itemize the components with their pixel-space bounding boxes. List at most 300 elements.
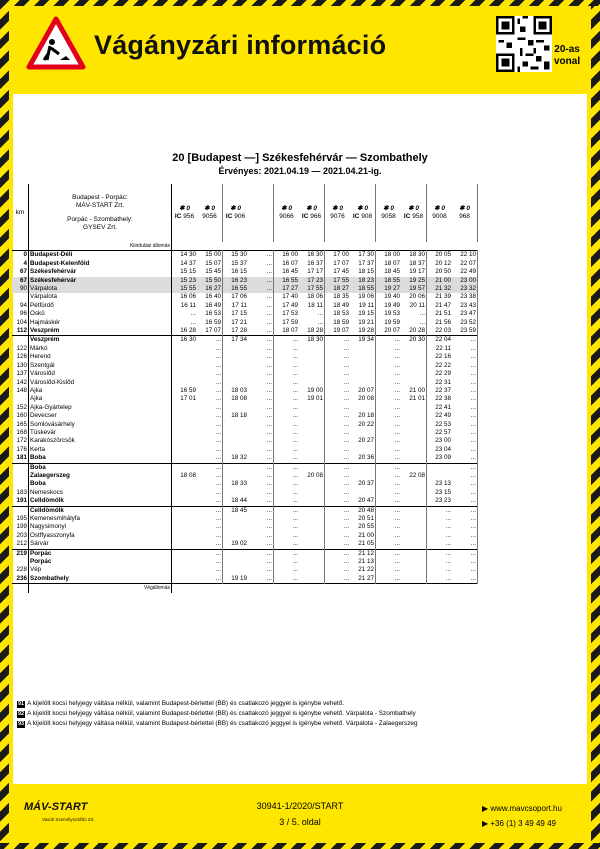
- km-cell: 191: [12, 497, 29, 506]
- service-row: [12, 242, 478, 251]
- station-name: Városlőd: [29, 370, 172, 378]
- station-name: Pétfürdő: [29, 302, 172, 310]
- table-row: [12, 319, 478, 327]
- time-cell: ...: [197, 480, 223, 488]
- time-cell: [299, 480, 325, 488]
- time-cell: ...: [452, 421, 478, 429]
- time-cell: [223, 558, 249, 566]
- time-cell: 18 37: [401, 260, 427, 268]
- time-cell: ...: [394, 488, 400, 496]
- time-cell: 17 53: [282, 310, 298, 318]
- time-cell: ...: [248, 532, 274, 540]
- km-cell: 0: [12, 251, 29, 260]
- time-cell: ...: [248, 353, 274, 361]
- km-cell: [12, 293, 29, 301]
- time-cell: ...: [248, 575, 274, 584]
- time-cell: 17 27: [274, 285, 300, 293]
- station-name: Celldömölk: [29, 506, 172, 515]
- table-row: [12, 472, 478, 480]
- station-name: Nemeskocs: [29, 489, 172, 497]
- time-cell: 17 55: [299, 285, 325, 293]
- time-cell: [299, 532, 325, 540]
- time-cell: 18 08: [180, 471, 196, 479]
- time-cell: 21 05: [350, 540, 376, 549]
- time-cell: ...: [248, 370, 274, 378]
- train-symbols-icon: ✱ 0: [383, 205, 394, 212]
- time-cell: ...: [299, 319, 325, 327]
- time-cell: 15 07: [197, 260, 223, 268]
- time-cell: 23 04: [435, 445, 451, 453]
- km-cell: [12, 472, 29, 480]
- time-cell: 22 37: [435, 386, 451, 394]
- time-cell: [223, 437, 249, 445]
- time-cell: 17 34: [223, 336, 249, 345]
- time-cell: 15 55: [172, 285, 198, 293]
- station-name: Boba: [29, 463, 172, 472]
- time-cell: [401, 558, 427, 566]
- time-cell: 20 18: [350, 412, 376, 420]
- station-name: Porpác: [29, 558, 172, 566]
- time-cell: ...: [248, 566, 274, 574]
- time-cell: [299, 515, 325, 523]
- time-cell: ...: [197, 523, 223, 531]
- service-cell: [223, 242, 249, 251]
- km-cell: [12, 242, 29, 251]
- time-cell: ...: [452, 345, 478, 353]
- time-cell: ...: [401, 310, 427, 318]
- time-cell: 17 59: [282, 318, 298, 326]
- time-cell: 15 15: [180, 268, 196, 276]
- time-cell: 18 27: [325, 285, 351, 293]
- time-cell: [401, 362, 427, 370]
- time-cell: [299, 575, 325, 584]
- phone-icon: ▶: [482, 819, 491, 828]
- time-cell: [299, 429, 325, 437]
- time-cell: 17 07: [197, 327, 223, 336]
- service-cell: [427, 584, 453, 593]
- km-cell: 122: [12, 345, 29, 353]
- contact-info: [482, 801, 562, 831]
- time-cell: [299, 421, 325, 429]
- time-cell: [299, 540, 325, 549]
- time-cell: 23 47: [452, 310, 478, 318]
- time-cell: 22 16: [435, 353, 451, 361]
- train-number: 968: [459, 213, 470, 220]
- time-cell: ...: [292, 454, 298, 462]
- time-cell: 20 28: [401, 327, 427, 336]
- service-cell: [197, 242, 223, 251]
- time-cell: 23 59: [452, 327, 478, 336]
- station-name: Ostffyasszonyfa: [29, 532, 172, 540]
- time-cell: 18 30: [299, 336, 325, 345]
- station-name: Székesfehérvár: [29, 268, 172, 276]
- time-cell: ...: [197, 549, 223, 558]
- time-cell: 18 59: [333, 318, 349, 326]
- time-cell: ...: [394, 558, 400, 566]
- time-cell: 18 07: [282, 327, 298, 335]
- table-row: [12, 412, 478, 420]
- station-name: Székesfehérvár: [29, 277, 172, 285]
- time-cell: [401, 463, 427, 472]
- time-cell: ...: [394, 344, 400, 352]
- time-cell: 20 08: [299, 472, 325, 480]
- time-cell: 21 12: [350, 549, 376, 558]
- time-cell: ...: [292, 558, 298, 566]
- time-cell: 15 37: [231, 259, 247, 267]
- time-cell: ...: [197, 395, 223, 403]
- km-cell: 172: [12, 437, 29, 445]
- service-cell: [350, 242, 376, 251]
- time-cell: ...: [325, 463, 351, 472]
- time-cell: [172, 437, 198, 445]
- time-cell: ...: [452, 336, 478, 345]
- km-cell: 142: [12, 379, 29, 387]
- time-cell: ...: [292, 515, 298, 522]
- time-cell: [172, 454, 198, 463]
- time-cell: ...: [343, 480, 349, 488]
- time-cell: 16 55: [223, 285, 249, 293]
- time-cell: ...: [394, 574, 400, 582]
- time-cell: ...: [248, 336, 274, 345]
- time-cell: ...: [248, 549, 274, 558]
- station-name: Boba: [29, 454, 172, 463]
- timetable-table: [12, 184, 478, 593]
- time-cell: 16 45: [282, 268, 298, 276]
- time-cell: [299, 353, 325, 361]
- time-cell: [172, 532, 198, 540]
- km-cell: 195: [12, 515, 29, 523]
- time-cell: ...: [394, 437, 400, 445]
- time-cell: 23 13: [435, 480, 451, 488]
- footnote-number: 93: [18, 721, 25, 727]
- time-cell: ...: [394, 370, 400, 378]
- time-cell: [401, 345, 427, 353]
- time-cell: ...: [248, 489, 274, 497]
- time-cell: 18 03: [231, 386, 247, 394]
- time-cell: [223, 345, 249, 353]
- time-cell: [172, 575, 198, 584]
- time-cell: 19 02: [231, 540, 247, 548]
- qr-code-icon: [496, 16, 552, 72]
- station-name: Veszprém: [29, 336, 172, 345]
- time-cell: ...: [452, 370, 478, 378]
- time-cell: [172, 446, 198, 454]
- time-cell: ...: [197, 558, 223, 566]
- time-cell: ...: [394, 403, 400, 411]
- table-row: [12, 260, 478, 268]
- time-cell: [299, 497, 325, 506]
- time-cell: ...: [197, 404, 223, 412]
- time-cell: [172, 379, 198, 387]
- time-cell: ...: [197, 345, 223, 353]
- service-cell: [452, 584, 478, 593]
- time-cell: ...: [248, 472, 274, 480]
- km-cell: [12, 395, 29, 403]
- time-cell: 16 30: [299, 251, 325, 260]
- time-cell: 15 50: [197, 277, 223, 285]
- time-cell: ...: [292, 445, 298, 453]
- train-number: 9008: [432, 213, 447, 220]
- station-name: Boba: [29, 480, 172, 488]
- time-cell: ...: [197, 497, 223, 506]
- time-cell: 18 18: [231, 412, 247, 420]
- table-row: [12, 353, 478, 361]
- time-cell: 22 07: [452, 260, 478, 268]
- time-cell: [350, 446, 376, 454]
- time-cell: ...: [394, 428, 400, 436]
- ic-flag: IC: [301, 213, 309, 220]
- time-cell: ...: [452, 575, 478, 584]
- web-icon: ▶: [482, 804, 491, 813]
- time-cell: 17 00: [325, 251, 351, 260]
- time-cell: 22 11: [435, 344, 451, 352]
- time-cell: [299, 362, 325, 370]
- time-cell: 17 49: [282, 301, 298, 309]
- time-cell: 20 47: [350, 497, 376, 506]
- time-cell: [223, 515, 249, 523]
- time-cell: 14 30: [172, 251, 198, 260]
- time-cell: [223, 532, 249, 540]
- footnote-text: A kijelölt kocsi helyjegy váltása nélkül, valamint Budapest-bérlettel (BB) és csatlakozó jeggyel is igénybe vehető. Várpalota - Zalaegerszeg: [27, 720, 418, 727]
- table-row: [12, 370, 478, 378]
- table-row: [12, 277, 478, 285]
- time-cell: [223, 404, 249, 412]
- time-cell: ...: [248, 421, 274, 429]
- time-cell: 19 59: [384, 318, 400, 326]
- train-symbols-icon: ✱ 0: [459, 205, 470, 212]
- service-cell: [299, 242, 325, 251]
- train-number: 9058: [381, 213, 396, 220]
- time-cell: ...: [197, 463, 223, 472]
- km-cell: 236: [12, 575, 29, 584]
- train-number: IC 906: [225, 213, 246, 220]
- time-cell: 18 07: [384, 259, 400, 267]
- km-cell: 137: [12, 370, 29, 378]
- time-cell: ...: [452, 480, 478, 488]
- time-cell: 22 49: [452, 268, 478, 276]
- footnote-number: 92: [18, 711, 25, 717]
- train-symbols-icon: ✱ 0: [332, 205, 343, 212]
- table-row: [12, 497, 478, 506]
- time-cell: 19 53: [384, 310, 400, 318]
- time-cell: [223, 421, 249, 429]
- time-cell: [401, 404, 427, 412]
- time-cell: ...: [248, 523, 274, 531]
- km-cell: [12, 463, 29, 472]
- time-cell: [401, 421, 427, 429]
- time-cell: ...: [248, 327, 274, 336]
- time-cell: [223, 472, 249, 480]
- table-row: [12, 506, 478, 515]
- train-header: [299, 184, 325, 242]
- table-row: [12, 421, 478, 429]
- table-row: [12, 515, 478, 523]
- time-cell: ...: [292, 566, 298, 574]
- website-link[interactable]: www.mavcsoport.hu: [490, 804, 562, 813]
- km-cell: 168: [12, 429, 29, 437]
- time-cell: [299, 437, 325, 445]
- time-cell: ...: [292, 574, 298, 582]
- time-cell: [172, 566, 198, 574]
- time-cell: [223, 379, 249, 387]
- time-cell: 16 53: [197, 310, 223, 318]
- service-cell: [325, 584, 351, 593]
- time-cell: ...: [452, 379, 478, 387]
- time-cell: [427, 472, 453, 480]
- time-cell: 19 34: [350, 336, 376, 345]
- time-cell: 17 21: [231, 318, 247, 326]
- time-cell: ...: [325, 506, 351, 515]
- time-cell: ...: [292, 370, 298, 378]
- time-cell: 21 39: [435, 293, 451, 301]
- time-cell: ...: [197, 540, 223, 549]
- km-cell: [12, 584, 29, 593]
- time-cell: ...: [197, 515, 223, 523]
- service-cell: [172, 584, 198, 593]
- time-cell: ...: [292, 344, 298, 352]
- station-name: Várpalota: [29, 285, 172, 293]
- mav-start-logo: MÁV-START: [24, 801, 88, 813]
- time-cell: ...: [394, 531, 400, 539]
- table-row: [12, 575, 478, 584]
- km-cell: 199: [12, 523, 29, 531]
- time-cell: ...: [292, 378, 298, 386]
- table-row: [12, 446, 478, 454]
- station-name: Várpalota: [29, 293, 172, 301]
- station-name: Tüskevár: [29, 429, 172, 437]
- time-cell: 18 23: [350, 277, 376, 285]
- time-cell: [401, 353, 427, 361]
- time-cell: 21 13: [350, 558, 376, 566]
- time-cell: ...: [343, 445, 349, 453]
- km-cell: 96: [12, 310, 29, 318]
- table-row: [12, 310, 478, 318]
- time-cell: 18 06: [299, 293, 325, 301]
- km-cell: [12, 336, 29, 345]
- time-cell: [299, 549, 325, 558]
- time-cell: ...: [343, 497, 349, 505]
- train-header: [172, 184, 198, 242]
- time-cell: 19 21: [350, 319, 376, 327]
- time-cell: ...: [427, 549, 453, 558]
- time-cell: 14 37: [180, 259, 196, 267]
- time-cell: 21 56: [435, 318, 451, 326]
- time-cell: ...: [197, 387, 223, 395]
- time-cell: ...: [248, 480, 274, 488]
- time-cell: 22 41: [435, 403, 451, 411]
- table-row: [12, 293, 478, 301]
- time-cell: 21 32: [427, 285, 453, 293]
- time-cell: ...: [343, 386, 349, 394]
- train-header: [223, 184, 249, 242]
- table-row: [12, 379, 478, 387]
- train-number: IC 956: [174, 213, 195, 220]
- station-name: Ösků: [29, 310, 172, 318]
- km-cell: 148: [12, 387, 29, 395]
- time-cell: 22 22: [435, 361, 451, 369]
- time-cell: ...: [452, 404, 478, 412]
- time-cell: [223, 549, 249, 558]
- time-cell: [350, 489, 376, 497]
- service-cell: [452, 242, 478, 251]
- time-cell: 21 51: [435, 310, 451, 318]
- station-name: Sárvár: [29, 540, 172, 549]
- table-row: [12, 336, 478, 345]
- service-cell: [223, 584, 249, 593]
- time-cell: ...: [394, 378, 400, 386]
- time-cell: 20 08: [350, 395, 376, 403]
- table-row: [12, 532, 478, 540]
- time-cell: ...: [248, 345, 274, 353]
- time-cell: [172, 463, 198, 472]
- km-cell: 67: [12, 268, 29, 276]
- time-cell: 18 53: [333, 310, 349, 318]
- time-cell: ...: [197, 336, 223, 345]
- time-cell: [172, 540, 198, 549]
- line-badge-word: vonal: [554, 56, 581, 67]
- time-cell: ...: [190, 318, 196, 326]
- train-gap-header: [248, 184, 274, 242]
- train-symbols-icon: ✱ 0: [281, 205, 292, 212]
- time-cell: [299, 558, 325, 566]
- train-header: [401, 184, 427, 242]
- time-cell: ...: [394, 361, 400, 369]
- timetable-title: 20 [Budapest —] Székesfehérvár — Szombathely: [172, 152, 428, 164]
- time-cell: ...: [343, 395, 349, 403]
- train-header: [274, 184, 300, 242]
- time-cell: 19 40: [384, 293, 400, 301]
- time-cell: 20 37: [350, 480, 376, 488]
- time-cell: [223, 446, 249, 454]
- time-cell: 18 49: [333, 301, 349, 309]
- table-row: [12, 540, 478, 549]
- ic-flag: IC: [403, 213, 411, 220]
- time-cell: [223, 566, 249, 574]
- service-cell: [376, 242, 402, 251]
- time-cell: ...: [445, 566, 451, 574]
- time-cell: 19 28: [350, 327, 376, 336]
- time-cell: ...: [452, 540, 478, 549]
- time-cell: ...: [452, 532, 478, 540]
- km-cell: [12, 506, 29, 515]
- time-cell: 15 30: [223, 251, 249, 260]
- train-header: [197, 184, 223, 242]
- km-cell: 228: [12, 566, 29, 574]
- time-cell: ...: [394, 523, 400, 531]
- time-cell: 17 30: [350, 251, 376, 260]
- time-cell: 16 23: [223, 277, 249, 285]
- time-cell: ...: [445, 515, 451, 522]
- time-cell: ...: [248, 515, 274, 523]
- table-row: [12, 395, 478, 403]
- time-cell: ...: [248, 379, 274, 387]
- time-cell: 23 52: [452, 319, 478, 327]
- time-cell: 19 17: [401, 268, 427, 276]
- time-cell: ...: [248, 558, 274, 566]
- time-cell: [350, 362, 376, 370]
- time-cell: 17 28: [231, 327, 247, 335]
- time-cell: ...: [292, 480, 298, 488]
- time-cell: [401, 575, 427, 584]
- time-cell: ...: [394, 353, 400, 361]
- time-cell: 18 30: [401, 251, 427, 260]
- time-cell: ...: [452, 429, 478, 437]
- time-cell: [299, 446, 325, 454]
- footnote: [17, 709, 418, 719]
- km-cell: 94: [12, 302, 29, 310]
- time-cell: 23 43: [452, 302, 478, 310]
- time-cell: 18 15: [350, 268, 376, 276]
